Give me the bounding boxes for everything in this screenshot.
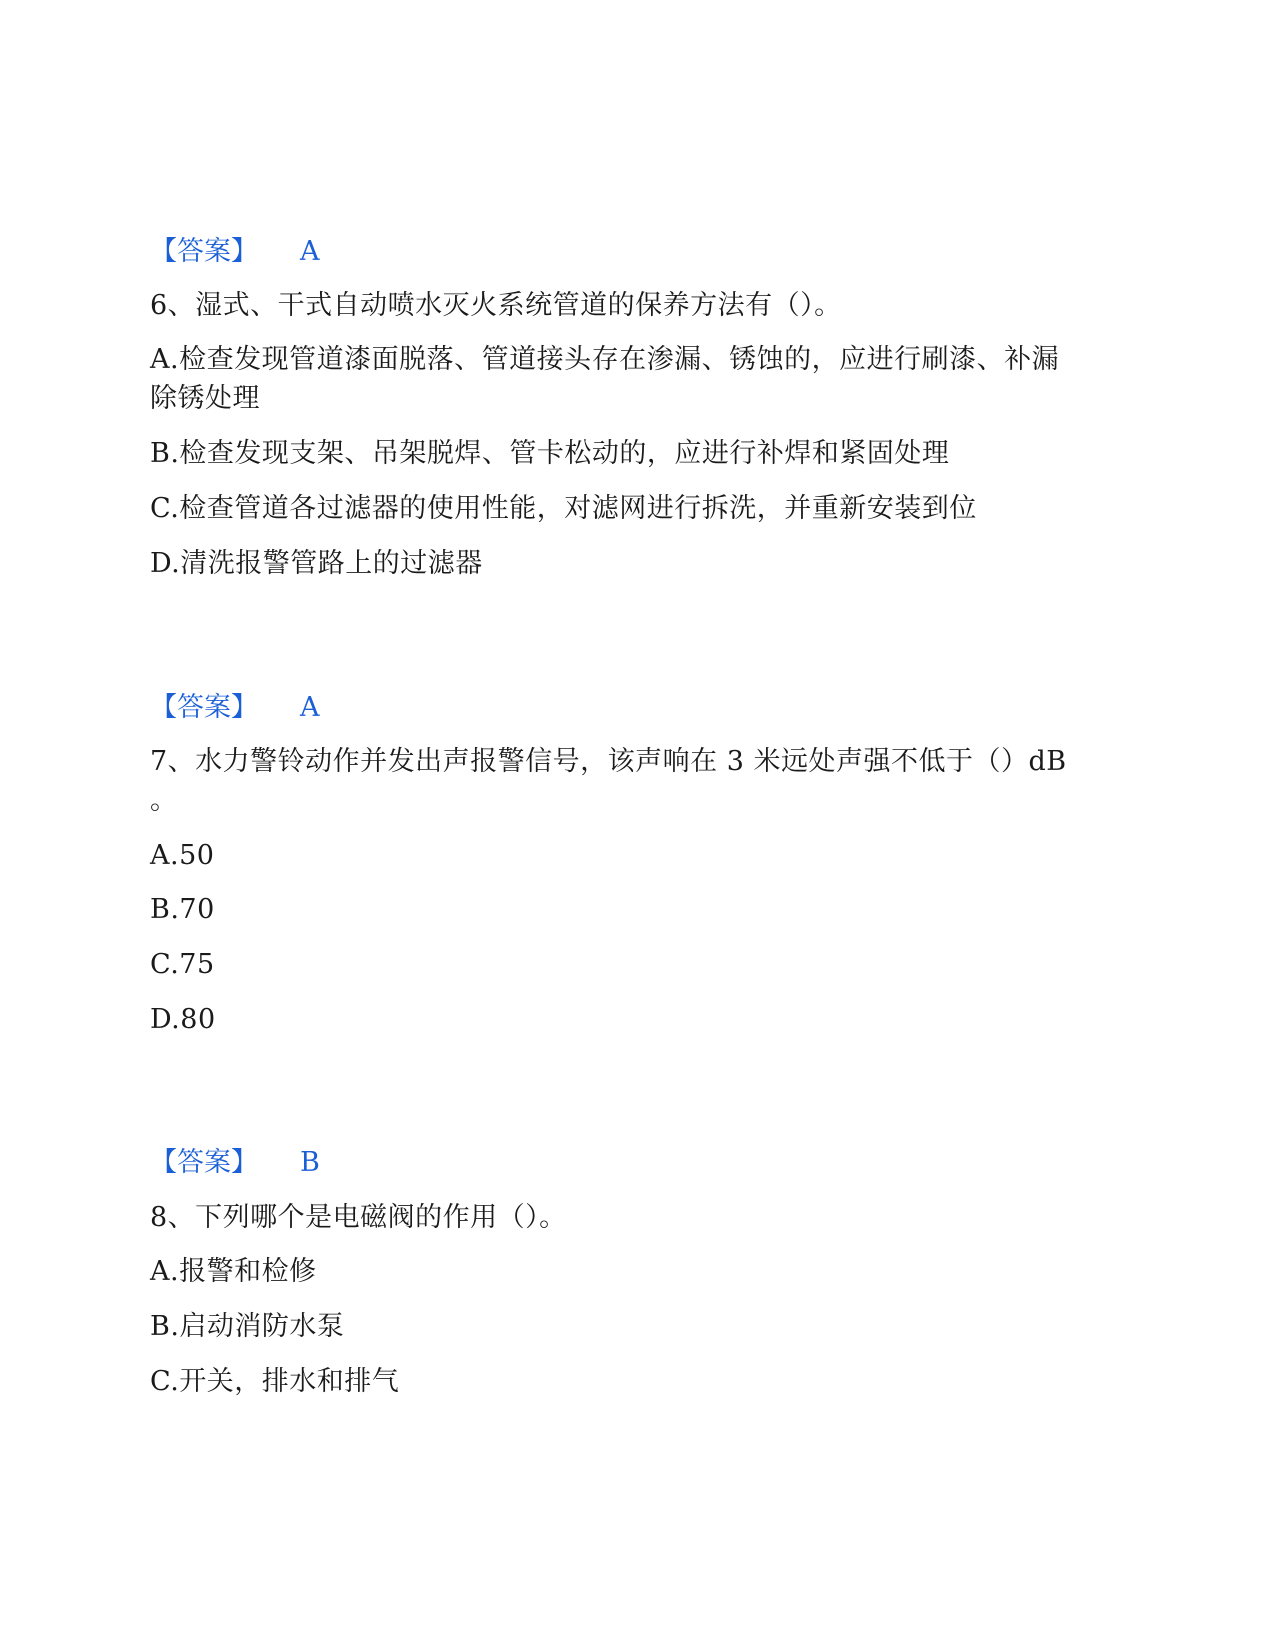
question-stem: 7、水力警铃动作并发出声报警信号，该声响在 3 米远处声强不低于（）dB [150, 746, 1067, 777]
question-option: C.检查管道各过滤器的使用性能，对滤网进行拆洗，并重新安装到位 [150, 493, 977, 524]
question-option: B.检查发现支架、吊架脱焊、管卡松动的，应进行补焊和紧固处理 [150, 438, 950, 469]
answer-label: 【答案】 [150, 236, 258, 267]
answer-block [150, 688, 320, 728]
question-option: B.启动消防水泵 [150, 1311, 345, 1342]
question-option: A.检查发现管道漆面脱落、管道接头存在渗漏、锈蚀的，应进行刷漆、补漏 [150, 344, 1060, 375]
answer-value: B [300, 1147, 320, 1178]
answer-block [150, 1143, 320, 1183]
question-stem-continued: 。 [150, 785, 178, 816]
question-option: C.开关，排水和排气 [150, 1366, 400, 1397]
question-option: A.50 [150, 840, 215, 871]
question-stem: 8、下列哪个是电磁阀的作用（）。 [150, 1202, 567, 1233]
question-option: C.75 [150, 949, 215, 980]
answer-value: A [300, 692, 320, 723]
question-option: A.报警和检修 [150, 1256, 317, 1287]
answer-label: 【答案】 [150, 1147, 258, 1178]
question-option: D.80 [150, 1004, 216, 1035]
answer-value: A [300, 236, 320, 267]
question-option: B.70 [150, 894, 215, 925]
answer-label: 【答案】 [150, 692, 258, 723]
answer-block [150, 232, 320, 272]
question-stem: 6、湿式、干式自动喷水灭火系统管道的保养方法有（）。 [150, 290, 842, 321]
question-option: D.清洗报警管路上的过滤器 [150, 548, 483, 579]
question-option-continued: 除锈处理 [150, 383, 260, 414]
